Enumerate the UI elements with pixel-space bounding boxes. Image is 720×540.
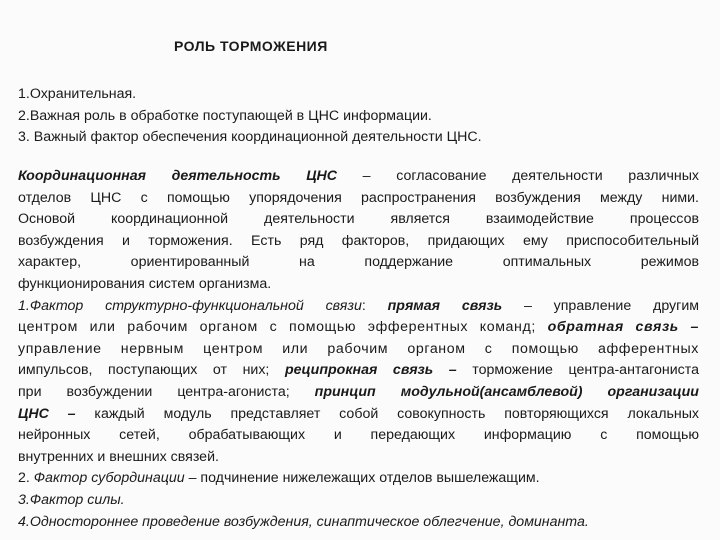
text-fragment: центром или рабочим органом с помощью эфферентных команд; (18, 319, 548, 336)
text-fragment: торможение центра-антагониста (456, 362, 699, 379)
text-line: внутренних и внешних связей. (18, 448, 219, 465)
text-line: отделов ЦНС с помощью упорядочения распространения возбуждения между ними. (18, 189, 699, 206)
text-line: функционирования систем организма. (18, 275, 272, 292)
text-line: характер, ориентированный на поддержание оптимальных режимов (18, 254, 699, 271)
text-line (18, 360, 699, 382)
text-line (18, 382, 699, 404)
text-line (18, 468, 699, 490)
term-reciprocal: реципрокная связь – (284, 362, 457, 379)
text-line: возбуждения и торможения. Есть ряд факторов, придающих ему приспособительный (18, 232, 699, 249)
text-fragment: – управление другим (502, 297, 700, 314)
text-line: управление нервным центром или рабочим органом с помощью афферентных (18, 340, 699, 357)
term-cns: ЦНС – (18, 405, 76, 422)
text-line: нейронных сетей, обрабатывающих и передающих информацию с помощью (18, 427, 699, 444)
text-fragment: импульсов, поступающих от них; (18, 362, 285, 379)
slide-title: РОЛЬ ТОРМОЖЕНИЯ (174, 38, 328, 54)
factor-3-line: 3.Фактор силы. (18, 491, 125, 508)
role-item: 3. Важный фактор обеспечения координационной деятельности ЦНС. (18, 129, 482, 145)
factor-1-label: 1.Фактор структурно-функциональной связи (18, 297, 362, 314)
term-modular-principle: принцип модульной(ансамблевой) организации (314, 383, 699, 400)
factor-2-label: Фактор субординации (33, 470, 185, 487)
text-line (18, 404, 699, 426)
text-fragment: 2. (18, 470, 34, 487)
text-fragment: – подчинение нижележащих отделов вышележащим. (184, 470, 540, 487)
factor-4-line: 4.Одностороннее проведение возбуждения, синаптическое облегчение, доминанта. (18, 513, 589, 530)
text-line: Основой координационной деятельности является взаимодействие процессов (18, 211, 699, 228)
text-fragment: – согласование деятельности различных (337, 168, 699, 184)
text-fragment: каждый модуль представляет собой совокупность повторяющихся локальных (75, 405, 699, 422)
role-item: 2.Важная роль в обработке поступающей в ЦНС информации. (18, 107, 432, 124)
term-feedback: обратная связь – (547, 319, 699, 336)
term-coordination: Координационная деятельность ЦНС (18, 168, 338, 184)
text-line (18, 317, 699, 339)
text-line (18, 166, 699, 188)
term-direct: прямая связь (387, 297, 503, 314)
role-item: 1.Охранительная. (18, 86, 137, 102)
roles-list (18, 84, 708, 149)
text-line (18, 296, 699, 318)
text-fragment: : (361, 297, 388, 314)
text-fragment: при возбуждении центра-агониста; (18, 383, 315, 400)
main-paragraph (18, 166, 699, 533)
